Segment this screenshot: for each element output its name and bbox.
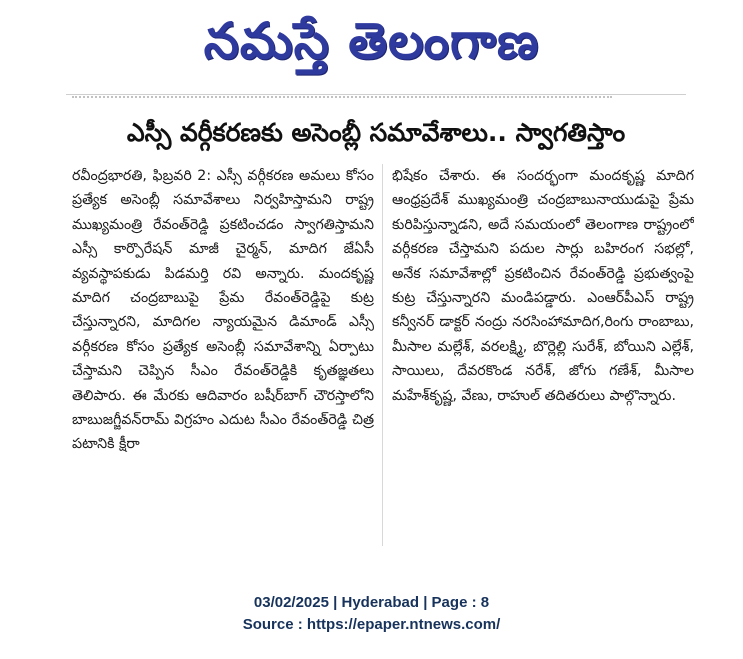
newspaper-logo: నమస్తే తెలంగాణ: [203, 11, 540, 70]
source-footer: [0, 592, 743, 636]
article-column-right: భిషేకం చేశారు. ఈ సందర్భంగా మందకృష్ణ మాదిగ ఆంధ్రప్రదేశ్ ముఖ్యమంత్రి చంద్రబాబునాయుడుపై ప్రేమ కురిపిస్తున్నాడని, అదే సమయంలో తెలంగాణ రాష్ట్రంలో వర్గీకరణ చేస్తామని పదుల సార్లు బహిరంగ సభల్లో, అనేక సమావేశాల్లో ప్రకటించిన రేవంత్‌రెడ్డి ప్రభుత్వంపై కుట్ర చేస్తున్నారని మండిపడ్డారు. ఎంఆర్‌పీఎస్ రాష్ట్ర కన్వీనర్ డాక్టర్ నంద్రు నరసింహామాదిగ,రింగు రాంబాబు, మీసాల మల్లేశ్, వరలక్ష్మి, బొర్లెల్లి సురేశ్, బోయిని ఎల్లేశ్, సాయిలు, దేవరకొండ నరేశ్, జోగు గణేశ్, మీసాల మహేశ్‌కృష్ణ, వేణు, రాహుల్ తదితరులు పాల్గొన్నారు.: [392, 168, 694, 404]
cut-edge-line: [72, 96, 612, 104]
source-link[interactable]: Source : https://epaper.ntnews.com/: [242, 616, 501, 633]
column-divider: [382, 164, 383, 546]
article-headline: ఎస్సీ వర్గీకరణకు అసెంబ్లీ సమావేశాలు.. స్వాగతిస్తాం: [126, 118, 626, 147]
edition-info: 03/02/2025 | Hyderabad | Page : 8: [253, 594, 490, 611]
article-column-left: రవీంద్రభారతి, ఫిబ్రవరి 2: ఎస్సీ వర్గీకరణ అమలు కోసం ప్రత్యేక అసెంబ్లీ సమావేశాలు నిర్వహిస్తామని రాష్ట్ర ముఖ్యమంత్రి రేవంత్‌రెడ్డి ప్రకటించడం స్వాగతిస్తామని ఎస్సీ కార్పొరేషన్ మాజీ చైర్మన్, మాదిగ జేఏసీ వ్యవస్థాపకుడు పిడమర్తి రవి అన్నారు. మందకృష్ణ మాదిగ చంద్రబాబుపై ప్రేమ రేవంత్‌రెడ్డిపై కుట్ర చేస్తున్నారని, మాదిగల న్యాయమైన డిమాండ్ ఎస్సీ వర్గీకరణ కోసం ప్రత్యేక అసెంబ్లీ సమావేశాన్ని ఏర్పాటు చేస్తామని చెప్పిన సీఎం రేవంత్‌రెడ్డికి కృతజ్ఞతలు తెలిపారు. ఈ మేరకు ఆదివారం బషీర్‌బాగ్ చౌరస్తాలోని బాబుజగ్జీవన్‌రామ్ విగ్రహం ఎదుట సీఎం రేవంత్‌రెడ్డి చిత్ర పటానికి క్షీరా: [72, 168, 374, 453]
masthead: [0, 0, 743, 82]
